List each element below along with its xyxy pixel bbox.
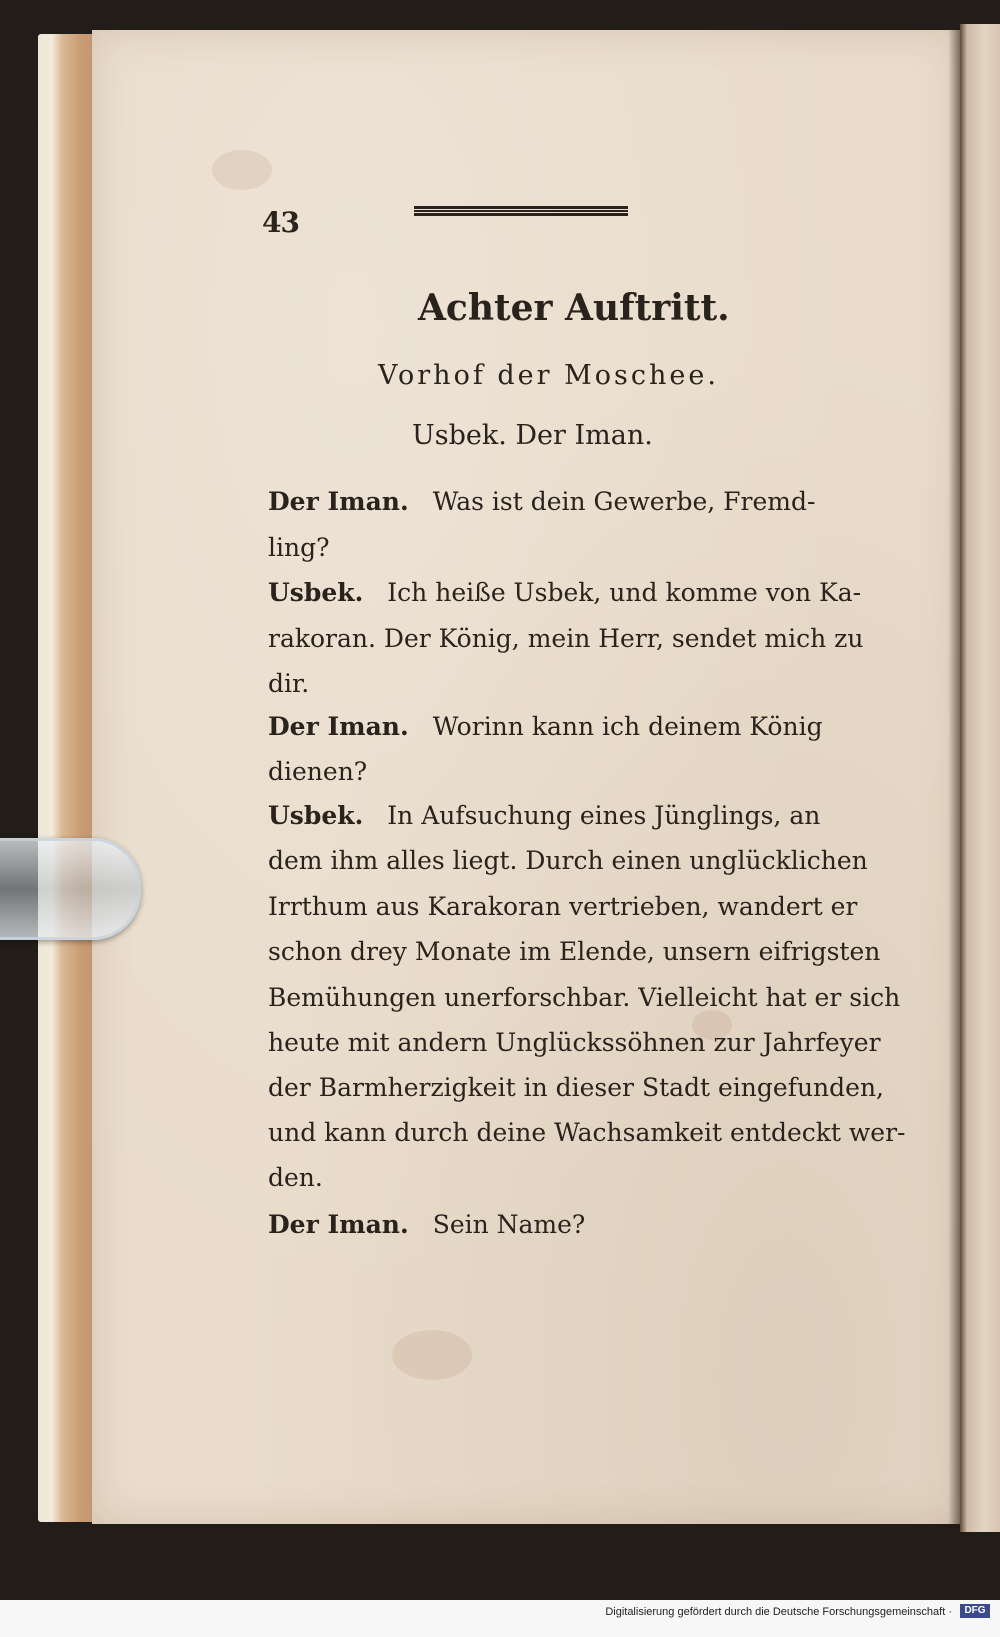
dialogue-line xyxy=(268,801,821,830)
speaker-name: Usbek. xyxy=(268,578,364,607)
dialogue-line xyxy=(268,487,816,516)
dialogue-line: Irrthum aus Karakoran vertrieben, wandert er xyxy=(268,892,858,921)
dialogue-text: Ich heiße Usbek, und komme von Ka- xyxy=(387,578,862,607)
dialogue-text: In Aufsuchung eines Jünglings, an xyxy=(387,801,821,830)
dialogue-line: dem ihm alles liegt. Durch einen unglücklichen xyxy=(268,846,868,875)
paper-stain xyxy=(212,150,272,190)
dialogue-line xyxy=(268,578,862,607)
dfg-logo: DFG xyxy=(960,1604,990,1618)
speaker-name: Der Iman. xyxy=(268,1210,409,1239)
facing-page xyxy=(960,24,1000,1532)
speaker-name: Der Iman. xyxy=(268,712,409,741)
scene-setting: Vorhof der Moschee. xyxy=(378,360,719,391)
dialogue-line: und kann durch deine Wachsamkeit entdeckt wer- xyxy=(268,1118,906,1147)
dialogue-line: dir. xyxy=(268,669,310,698)
dialogue-line: den. xyxy=(268,1163,323,1192)
dialogue-line: der Barmherzigkeit in dieser Stadt eingefunden, xyxy=(268,1073,885,1102)
page-number: 43 xyxy=(262,206,299,239)
dialogue-line: ling? xyxy=(268,533,330,562)
scene-characters: Usbek. Der Iman. xyxy=(412,420,653,451)
speaker-name: Usbek. xyxy=(268,801,364,830)
dialogue-text: Was ist dein Gewerbe, Fremd- xyxy=(432,487,816,516)
book-page xyxy=(92,30,960,1524)
paper-stain xyxy=(392,1330,472,1380)
speaker-name: Der Iman. xyxy=(268,487,409,516)
dialogue-line: heute mit andern Unglückssöhnen zur Jahrfeyer xyxy=(268,1028,881,1057)
dialogue-line xyxy=(268,712,823,741)
page-clip xyxy=(0,838,141,940)
dialogue-text: Sein Name? xyxy=(432,1210,586,1239)
scene-title: Achter Auftritt. xyxy=(418,287,730,329)
dialogue-line: rakoran. Der König, mein Herr, sendet mich zu xyxy=(268,624,864,653)
dialogue-line: schon drey Monate im Elende, unsern eifrigsten xyxy=(268,937,881,966)
dialogue-text: Worinn kann ich deinem König xyxy=(432,712,823,741)
dialogue-line: Bemühungen unerforschbar. Vielleicht hat er sich xyxy=(268,983,901,1012)
dialogue-line: dienen? xyxy=(268,757,368,786)
dialogue-line xyxy=(268,1210,585,1239)
header-rule xyxy=(414,206,628,216)
footer-credit: Digitalisierung gefördert durch die Deutsche Forschungsgemeinschaft · xyxy=(605,1606,952,1618)
